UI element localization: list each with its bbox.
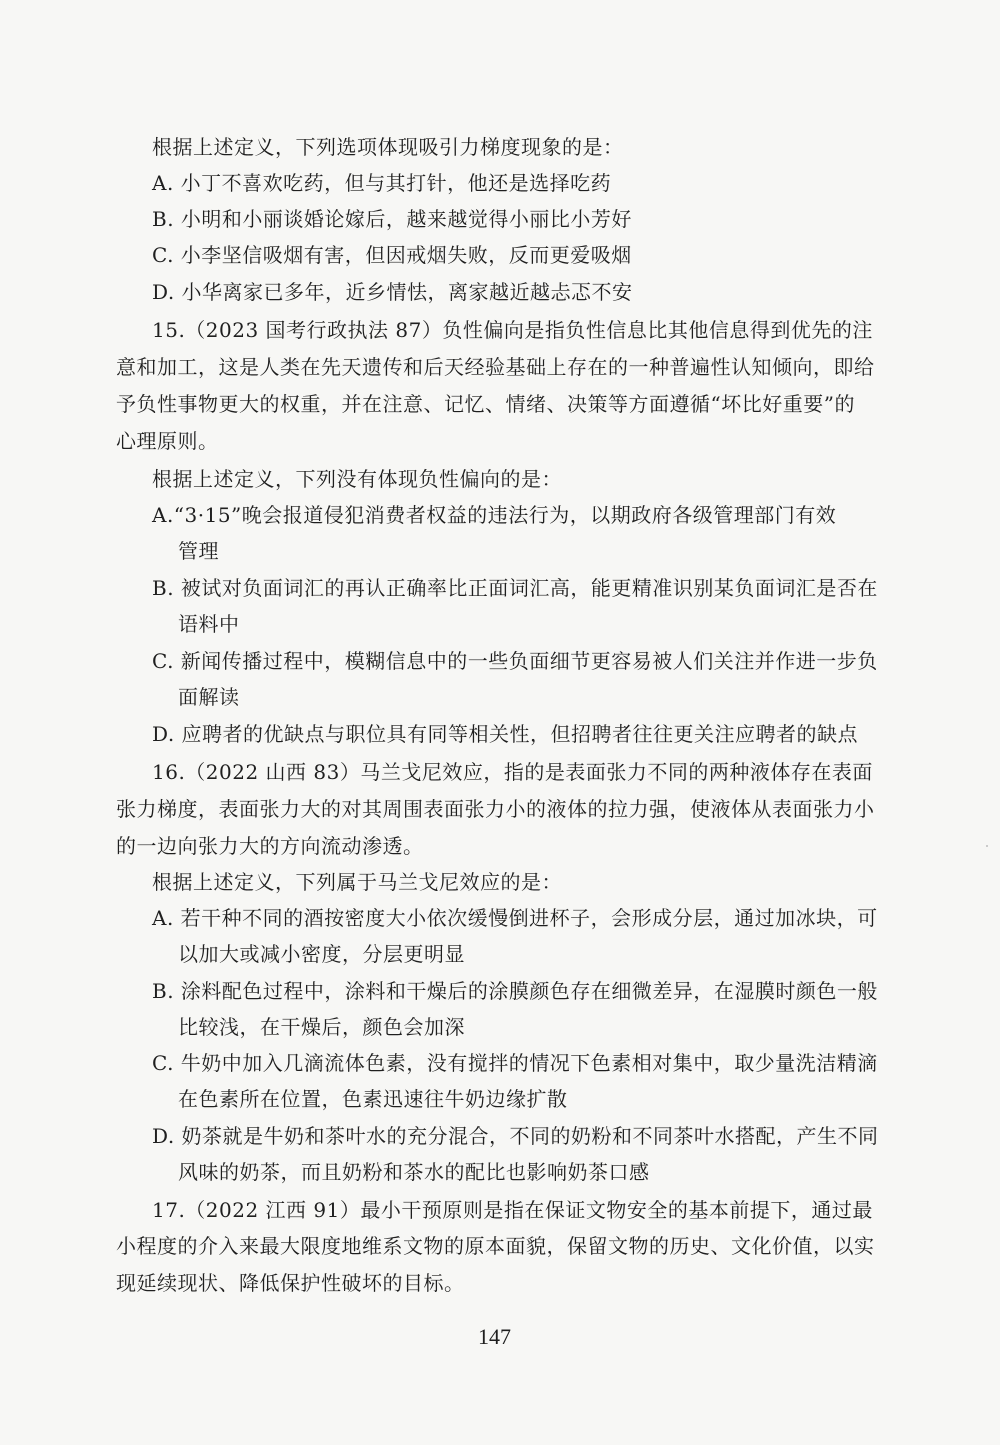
page-number: 147 [478,1324,511,1349]
question-15-option-c-line-2: 面解读 [178,685,240,709]
question-14-option-b: B. 小明和小丽谈婚论嫁后，越来越觉得小丽比小芳好 [152,207,632,231]
question-16-definition-line-3: 的一边向张力大的方向流动渗透。 [116,834,424,858]
question-17-definition-line-1: 17.（2022 江西 91）最小干预原则是指在保证文物安全的基本前提下，通过最 [152,1198,873,1222]
question-15-definition-line-2: 意和加工，这是人类在先天遗传和后天经验基础上存在的一种普遍性认知倾向，即给 [116,355,875,379]
question-16-definition-line-2: 张力梯度，表面张力大的对其周围表面张力小的液体的拉力强，使液体从表面张力小 [116,797,875,821]
question-15-option-a-line-2: 管理 [178,539,219,563]
question-15-definition-line-4: 心理原则。 [116,429,219,453]
question-14-option-c: C. 小李坚信吸烟有害，但因戒烟失败，反而更爱吸烟 [152,243,632,267]
question-16-option-b-line-2: 比较浅，在干燥后，颜色会加深 [178,1015,465,1039]
question-14-option-d: D. 小华离家已多年，近乡情怯，离家越近越忐忑不安 [152,280,633,304]
question-15-prompt: 根据上述定义，下列没有体现负性偏向的是： [152,467,562,491]
question-16-option-a-line-2: 以加大或减小密度，分层更明显 [178,942,465,966]
question-15-option-b-line-2: 语料中 [178,612,240,636]
question-16-option-d-line-2: 风味的奶茶，而且奶粉和茶水的配比也影响奶茶口感 [178,1160,650,1184]
question-14-option-a: A. 小丁不喜欢吃药，但与其打针，他还是选择吃药 [152,171,612,195]
question-15-option-d: D. 应聘者的优缺点与职位具有同等相关性，但招聘者往往更关注应聘者的缺点 [152,722,859,746]
question-14-prompt: 根据上述定义，下列选项体现吸引力梯度现象的是： [152,135,624,159]
question-16-option-c-line-1: C. 牛奶中加入几滴流体色素，没有搅拌的情况下色素相对集中，取少量洗洁精滴 [152,1051,878,1075]
question-15-definition-line-1: 15.（2023 国考行政执法 87）负性偏向是指负性信息比其他信息得到优先的注 [152,318,873,342]
question-16-option-a-line-1: A. 若干种不同的酒按密度大小依次缓慢倒进杯子，会形成分层，通过加冰块，可 [152,906,878,930]
question-17-definition-line-2: 小程度的介入来最大限度地维系文物的原本面貌，保留文物的历史、文化价值，以实 [116,1234,875,1258]
question-16-option-b-line-1: B. 涂料配色过程中，涂料和干燥后的涂膜颜色存在细微差异，在湿膜时颜色一般 [152,979,878,1003]
question-16-definition-line-1: 16.（2022 山西 83）马兰戈尼效应，指的是表面张力不同的两种液体存在表面 [152,760,873,784]
question-17-definition-line-3: 现延续现状、降低保护性破坏的目标。 [116,1271,465,1295]
question-16-option-d-line-1: D. 奶茶就是牛奶和茶叶水的充分混合，不同的奶粉和不同茶叶水搭配，产生不同 [152,1124,879,1148]
question-16-option-c-line-2: 在色素所在位置，色素迅速往牛奶边缘扩散 [178,1087,568,1111]
question-15-definition-line-3: 予负性事物更大的权重，并在注意、记忆、情绪、决策等方面遵循“坏比好重要”的 [116,392,855,416]
question-15-option-a-line-1: A.“3·15”晚会报道侵犯消费者权益的违法行为，以期政府各级管理部门有效 [152,503,837,527]
question-15-option-b-line-1: B. 被试对负面词汇的再认正确率比正面词汇高，能更精准识别某负面词汇是否在 [152,576,878,600]
scan-speck [986,845,988,847]
question-15-option-c-line-1: C. 新闻传播过程中，模糊信息中的一些负面细节更容易被人们关注并作进一步负 [152,649,878,673]
question-16-prompt: 根据上述定义，下列属于马兰戈尼效应的是： [152,870,562,894]
